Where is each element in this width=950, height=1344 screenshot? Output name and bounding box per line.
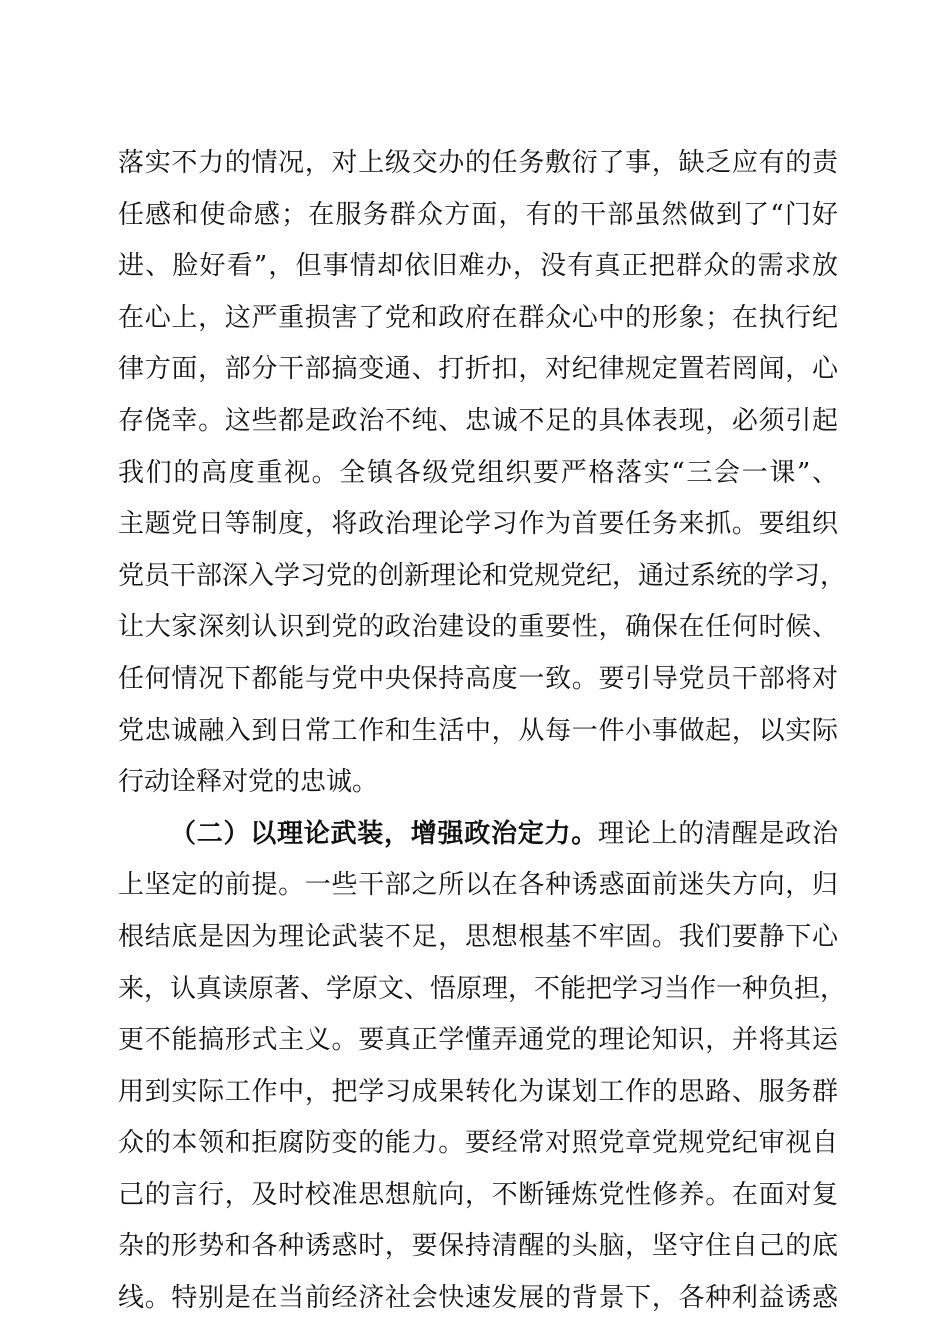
text-line: 让大家深刻认识到党的政治建设的重要性，确保在任何时候、 bbox=[118, 612, 838, 643]
text-line: 存侥幸。这些都是政治不纯、忠诚不足的具体表现，必须引起 bbox=[118, 405, 838, 436]
text-line: 用到实际工作中，把学习成果转化为谋划工作的思路、服务群 bbox=[118, 1076, 838, 1107]
text-line: 任感和使命感；在服务群众方面，有的干部虽然做到了“门好 bbox=[118, 199, 838, 230]
text-line: 我们的高度重视。全镇各级党组织要严格落实“三会一课”、 bbox=[118, 457, 838, 488]
text-line: 上坚定的前提。一些干部之所以在各种诱惑面前迷失方向，归 bbox=[118, 870, 838, 901]
text-line: 来，认真读原著、学原文、悟原理，不能把学习当作一种负担， bbox=[118, 973, 847, 1004]
body-text bbox=[118, 138, 847, 1325]
text-line: 进、脸好看”，但事情却依旧难办，没有真正把群众的需求放 bbox=[118, 251, 838, 282]
section-heading: （二）以理论武装，增强政治定力。 bbox=[170, 818, 598, 849]
text-line: 杂的形势和各种诱惑时，要保持清醒的头脑，坚守住自己的底 bbox=[118, 1231, 838, 1262]
text-line: 落实不力的情况，对上级交办的任务敷衍了事，缺乏应有的责 bbox=[118, 148, 838, 178]
text-line: 党员干部深入学习党的创新理论和党规党纪，通过系统的学习， bbox=[118, 560, 847, 591]
text-line: 律方面，部分干部搞变通、打折扣，对纪律规定置若罔闻，心 bbox=[118, 354, 838, 385]
text-line: 更不能搞形式主义。要真正学懂弄通党的理论知识，并将其运 bbox=[118, 1025, 838, 1056]
section-heading-line bbox=[118, 809, 838, 861]
text-line: 线。特别是在当前经济社会快速发展的背景下，各种利益诱惑 bbox=[118, 1283, 838, 1314]
heading-line-text: 理论上的清醒是政治 bbox=[597, 818, 838, 849]
text-line: 己的言行，及时校准思想航向，不断锤炼党性修养。在面对复 bbox=[118, 1179, 838, 1210]
text-line: 任何情况下都能与党中央保持高度一致。要引导党员干部将对 bbox=[118, 663, 838, 694]
text-line: 行动诠释对党的忠诚。 bbox=[118, 767, 379, 798]
text-line: 根结底是因为理论武装不足，思想根基不牢固。我们要静下心 bbox=[118, 921, 838, 952]
text-line: 众的本领和拒腐防变的能力。要经常对照党章党规党纪审视自 bbox=[118, 1128, 838, 1159]
text-line: 在心上，这严重损害了党和政府在群众心中的形象；在执行纪 bbox=[118, 302, 838, 333]
text-line: 党忠诚融入到日常工作和生活中，从每一件小事做起，以实际 bbox=[118, 715, 838, 746]
text-line: 主题党日等制度，将政治理论学习作为首要任务来抓。要组织 bbox=[118, 509, 838, 540]
